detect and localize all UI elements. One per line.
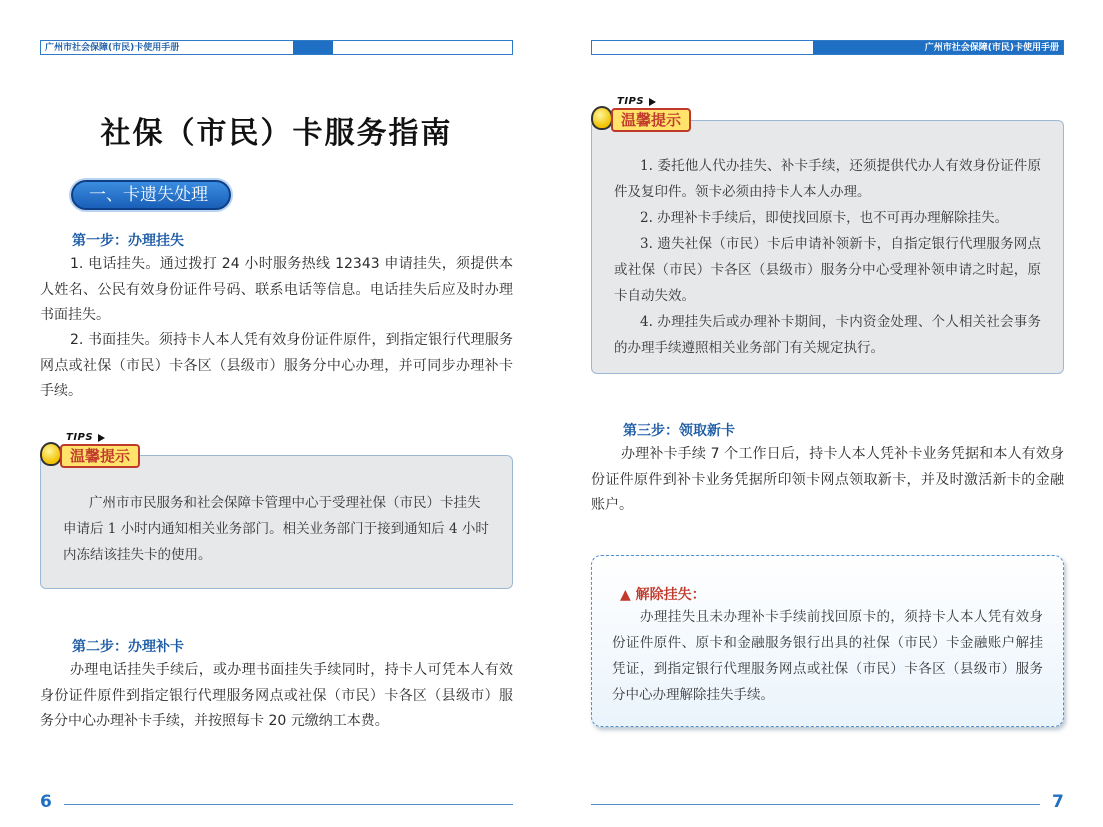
right-header-bar	[591, 40, 1064, 55]
tips-badge	[40, 432, 160, 476]
page-number-right: 7	[1052, 792, 1064, 812]
page-number-left: 6	[40, 792, 52, 812]
right-tips-box	[591, 120, 1064, 374]
tips-word: TIPS	[66, 432, 94, 443]
step2-title: 第二步：办理补卡	[72, 639, 184, 655]
footer-rule-right	[591, 804, 1040, 805]
step2-paragraph: 办理电话挂失手续后，或办理书面挂失手续同时，持卡人可凭本人有效身份证件原件到指定银行代理服务网点或社保（市民）卡各区（县级市）服务分中心办理补卡手续，并按照每卡 20 元缴纳工本费。	[40, 662, 513, 729]
tips-label: 温馨提示	[611, 108, 691, 132]
lightbulb-icon	[591, 106, 613, 130]
left-header-bar	[40, 40, 513, 55]
notice-text: 办理挂失且未办理补卡手续前找回原卡的，须持卡人本人凭有效身份证件原件、原卡和金融服务银行出具的社保（市民）卡金融账户解挂凭证，到指定银行代理服务网点或社保（市民）卡各区（县级市）服务分中心办理解除挂失手续。	[612, 609, 1043, 703]
unlock-notice-box	[591, 555, 1064, 727]
footer-rule-left	[64, 804, 513, 805]
tips-item: 2. 办理补卡手续后，即使找回原卡，也不可再办理解除挂失。	[640, 210, 1009, 226]
lightbulb-icon	[40, 442, 62, 466]
page-title: 社保（市民）卡服务指南	[100, 116, 453, 151]
header-accent	[293, 41, 333, 54]
step1-paragraph-1: 1. 电话挂失。通过拨打 24 小时服务热线 12343 申请挂失，须提供本人姓名、公民有效身份证件号码、联系电话等信息。电话挂失后应及时办理书面挂失。	[40, 256, 513, 323]
step3-paragraph: 办理补卡手续 7 个工作日后，持卡人本人凭补卡业务凭据和本人有效身份证件原件到补卡业务凭据所印领卡网点领取新卡，并及时激活新卡的金融账户。	[591, 446, 1064, 513]
tips-label: 温馨提示	[60, 444, 140, 468]
step1-title: 第一步：办理挂失	[72, 233, 184, 249]
left-header-title: 广州市社会保障(市民)卡使用手册	[45, 43, 180, 53]
right-tips-list	[614, 153, 1041, 361]
tips-word: TIPS	[617, 96, 645, 107]
right-header-title: 广州市社会保障(市民)卡使用手册	[924, 43, 1059, 53]
tips-item: 4. 办理挂失后或办理补卡期间，卡内资金处理、个人相关社会事务的办理手续遵照相关业务部门有关规定执行。	[614, 314, 1041, 356]
play-arrow-icon	[649, 98, 656, 106]
section-heading-pill: 一、卡遗失处理	[71, 180, 231, 210]
step3-title: 第三步：领取新卡	[623, 423, 735, 439]
tips-item: 3. 遗失社保（市民）卡后申请补领新卡，自指定银行代理服务网点或社保（市民）卡各区（县级市）服务分中心受理补领申请之时起，原卡自动失效。	[614, 236, 1041, 304]
left-tips-text: 广州市市民服务和社会保障卡管理中心于受理社保（市民）卡挂失申请后 1 小时内通知相关业务部门。相关业务部门于接到通知后 4 小时内冻结该挂失卡的使用。	[63, 495, 489, 563]
tips-badge	[591, 96, 711, 140]
tips-item: 1. 委托他人代办挂失、补卡手续，还须提供代办人有效身份证件原件及复印件。领卡必须由持卡人本人办理。	[614, 158, 1041, 200]
play-arrow-icon	[98, 434, 105, 442]
notice-heading: ▲ 解除挂失：	[620, 587, 706, 603]
step1-paragraph-2: 2. 书面挂失。须持卡人本人凭有效身份证件原件，到指定银行代理服务网点或社保（市民）卡各区（县级市）服务分中心办理，并可同步办理补卡手续。	[40, 332, 513, 399]
